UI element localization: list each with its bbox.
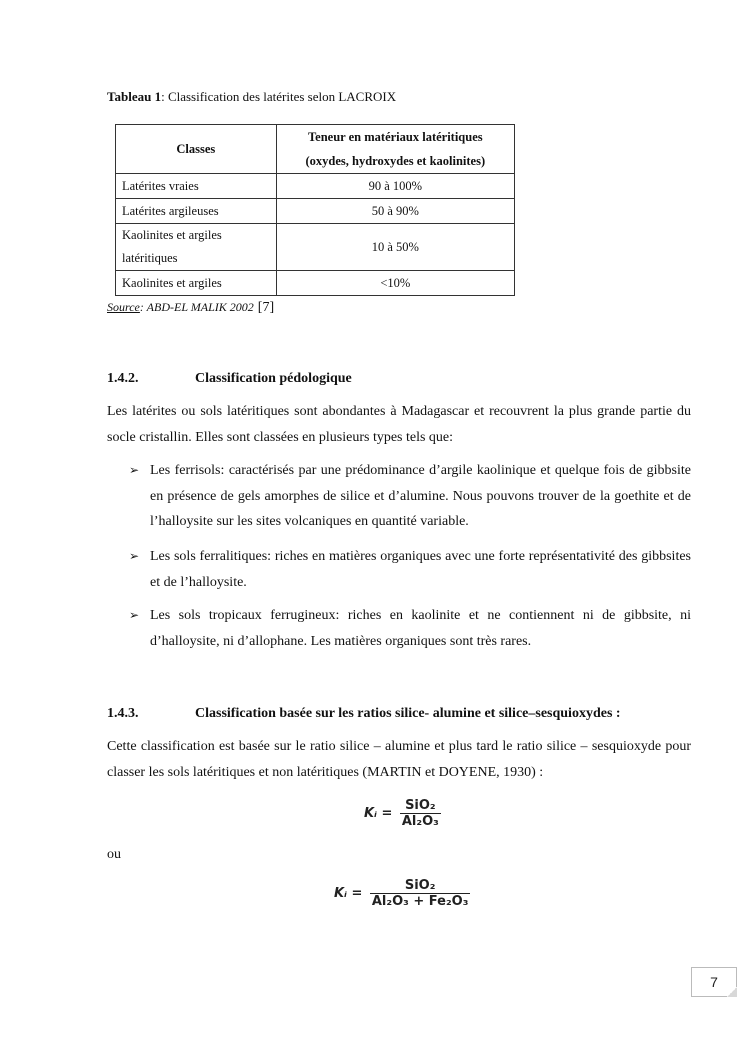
arrow-bullet-icon: ➢ (129, 608, 140, 622)
page-curl-icon (727, 987, 737, 997)
table-row (116, 224, 515, 271)
source-text: : ABD-EL MALIK 2002 (139, 300, 254, 314)
formula-denominator: Al₂O₃ + Fe₂O₃ (371, 894, 469, 909)
table-caption (107, 89, 396, 105)
bullet-item-ferrisols (129, 458, 691, 535)
formula-lhs: Kᵢ = (334, 886, 363, 901)
cell-value: 10 à 50% (276, 224, 514, 271)
table-caption-text: : Classification des latérites selon LACROIX (161, 89, 397, 104)
table-row (116, 271, 515, 296)
formula-lhs: Kᵢ = (364, 806, 393, 821)
header-classes: Classes (116, 125, 277, 174)
section-1-4-3-intro: Cette classification est basée sur le ratio silice – alumine et plus tard le ratio silice – sesquioxyde pour classer les sols latéritiques et non latéritiques (MARTIN et DOYENE, 1930) : (107, 739, 691, 780)
formula-ki-sesquioxide (334, 878, 470, 909)
source-label: Source (107, 300, 140, 314)
formula-ki-alumina (364, 798, 441, 829)
cell-value: <10% (276, 271, 514, 296)
header-teneur (276, 125, 514, 174)
lacroix-table (115, 124, 515, 296)
cell-class: Kaolinites et argiles (116, 271, 277, 296)
section-number: 1.4.2. (107, 371, 139, 386)
page-number: 7 (710, 974, 718, 990)
cell-class (116, 224, 277, 271)
formula-numerator: SiO₂ (400, 798, 441, 814)
cell-class: Latérites argileuses (116, 199, 277, 224)
or-text: ou (107, 847, 121, 862)
bullet-item-ferralitiques (129, 544, 691, 595)
formula-denominator: Al₂O₃ (401, 814, 439, 829)
cell-class-line1: Kaolinites et argiles (122, 228, 222, 242)
header-teneur-line2: (oxydes, hydroxydes et kaolinites) (305, 154, 486, 168)
formula-fraction (400, 798, 441, 829)
section-title: Classification basée sur les ratios silice- alumine et silice–sesquioxydes : (195, 706, 621, 721)
table-row (116, 199, 515, 224)
section-heading-1-4-3 (107, 706, 707, 726)
section-number: 1.4.3. (107, 706, 139, 721)
table-row (116, 174, 515, 199)
section-title: Classification pédologique (195, 371, 352, 386)
bullet-text: Les sols tropicaux ferrugineux: riches en kaolinite et ne contiennent ni de gibbsite, ni d’halloysite, ni d’allophane. Les matières organiques sont très rares. (150, 608, 691, 649)
arrow-bullet-icon: ➢ (129, 463, 140, 477)
table-caption-label: Tableau 1 (107, 89, 162, 104)
cell-class-line2: latéritiques (122, 251, 178, 265)
cell-class: Latérites vraies (116, 174, 277, 199)
section-heading-1-4-2 (107, 371, 707, 391)
cell-value: 90 à 100% (276, 174, 514, 199)
formula-fraction (370, 878, 471, 909)
header-teneur-line1: Teneur en matériaux latéritiques (307, 130, 483, 144)
table-header-row (116, 125, 515, 174)
section-1-4-2-intro: Les latérites ou sols latéritiques sont abondantes à Madagascar et recouvrent la plus grande partie du socle cristallin. Elles sont classées en plusieurs types tels que: (107, 404, 691, 445)
bullet-item-ferrugineux (129, 603, 691, 654)
cell-value: 50 à 90% (276, 199, 514, 224)
arrow-bullet-icon: ➢ (129, 549, 140, 563)
formula-numerator: SiO₂ (370, 878, 471, 894)
bullet-text: Les sols ferralitiques: riches en matières organiques avec une forte représentativité des gibbsites et de l’halloysite. (150, 549, 691, 590)
source-reference: [7] (257, 300, 275, 315)
page-number-box (691, 967, 737, 997)
table-source (107, 300, 274, 316)
bullet-text: Les ferrisols: caractérisés par une prédominance d’argile kaolinique et quelque fois de gibbsite en présence de gels amorphes de silice et d’alumine. Nous pouvons trouver de la goethite et de l’halloysite sur les sites volcaniques en quantité variable. (150, 463, 691, 529)
